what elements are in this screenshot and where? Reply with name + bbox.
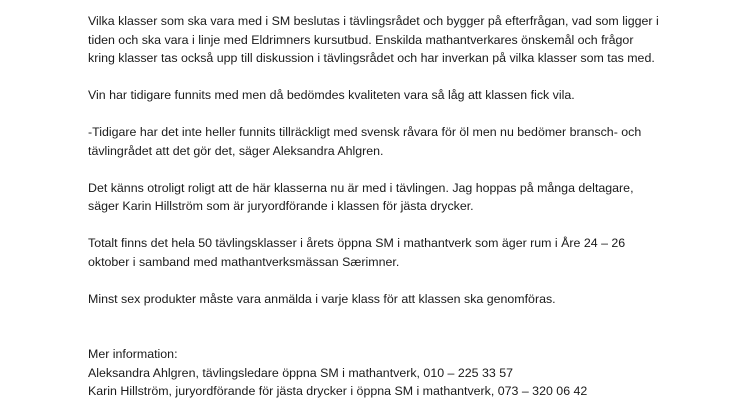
text-line: Totalt finns det hela 50 tävlingsklasser i årets öppna SM i mathantverk som äger rum i Åre 24 – 26 (88, 236, 626, 250)
contact-block (88, 345, 718, 401)
contact-heading: Mer information: (88, 347, 178, 361)
text-line: Det känns otroligt roligt att de här klasserna nu är med i tävlingen. Jag hoppas på många deltagare, (88, 180, 634, 195)
text-line: tävlingrådet att det gör det, säger Aleksandra Ahlgren. (88, 143, 384, 158)
text-line: oktober i samband med mathantverksmässan Særimner. (88, 254, 400, 269)
text-line: Minst sex produkter måste vara anmälda i varje klass för att klassen ska genomföras. (88, 291, 556, 306)
text-line: Vin har tidigare funnits med men då bedömdes kvaliteten vara så låg att klassen fick vila. (88, 88, 575, 102)
text-line: tiden och ska vara i linje med Eldrimners kursutbud. Enskilda mathantverkares önskemål och frågor (88, 32, 634, 47)
paragraph-competition-total (88, 234, 718, 271)
contact-line-hillstrom: Karin Hillström, juryordförande för jästa drycker i öppna SM i mathantverk, 073 – 320 06 42 (88, 384, 588, 398)
paragraph-wine (88, 86, 718, 105)
paragraph-minimum-products (88, 290, 718, 309)
text-line: säger Karin Hillström som är juryordförande i klassen för jästa drycker. (88, 199, 474, 213)
paragraph-quote-hillstrom (88, 179, 718, 216)
text-line: kring klasser tas också upp till diskussion i tävlingsrådet och har inverkan på vilka klasser som tas med. (88, 51, 655, 65)
contact-line-ahlgren: Aleksandra Ahlgren, tävlingsledare öppna SM i mathantverk, 010 – 225 33 57 (88, 365, 513, 380)
text-line: -Tidigare har det inte heller funnits tillräckligt med svensk råvara för öl men nu bedömer bransch- och (88, 125, 642, 139)
document-body (88, 12, 718, 419)
paragraph-quote-ahlgren (88, 123, 718, 160)
text-line: Vilka klasser som ska vara med i SM beslutas i tävlingsrådet och bygger på efterfrågan, vad som ligger i (88, 14, 659, 28)
paragraph-class-selection (88, 12, 718, 68)
